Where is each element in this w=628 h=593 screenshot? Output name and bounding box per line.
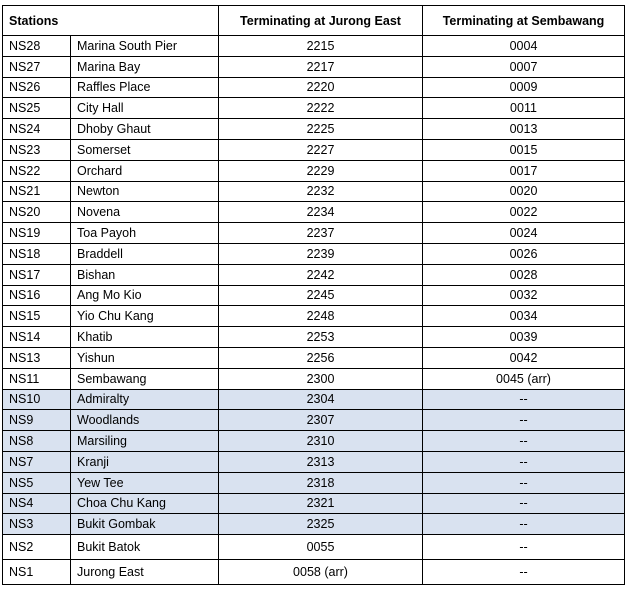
station-name-cell: Raffles Place xyxy=(71,77,219,98)
table-row xyxy=(3,56,625,77)
table-row xyxy=(3,431,625,452)
sembawang-time-cell: 0015 xyxy=(423,139,625,160)
station-code-cell: NS21 xyxy=(3,181,71,202)
station-name-cell: Admiralty xyxy=(71,389,219,410)
sembawang-time-cell: 0024 xyxy=(423,223,625,244)
station-code-cell: NS26 xyxy=(3,77,71,98)
jurong-east-header: Terminating at Jurong East xyxy=(219,6,423,36)
jurong-east-time-cell: 2222 xyxy=(219,98,423,119)
station-code-cell: NS24 xyxy=(3,119,71,140)
sembawang-time-cell: 0011 xyxy=(423,98,625,119)
station-name-cell: Toa Payoh xyxy=(71,223,219,244)
sembawang-time-cell: 0042 xyxy=(423,347,625,368)
jurong-east-time-cell: 2253 xyxy=(219,327,423,348)
jurong-east-time-cell: 2239 xyxy=(219,243,423,264)
jurong-east-time-cell: 2300 xyxy=(219,368,423,389)
sembawang-header: Terminating at Sembawang xyxy=(423,6,625,36)
sembawang-time-cell: -- xyxy=(423,535,625,560)
table-row xyxy=(3,264,625,285)
table-row xyxy=(3,410,625,431)
table-row xyxy=(3,389,625,410)
sembawang-time-cell: 0004 xyxy=(423,36,625,57)
station-name-cell: Woodlands xyxy=(71,410,219,431)
station-name-cell: Ang Mo Kio xyxy=(71,285,219,306)
station-code-cell: NS15 xyxy=(3,306,71,327)
station-name-cell: Orchard xyxy=(71,160,219,181)
sembawang-time-cell: 0013 xyxy=(423,119,625,140)
table-row xyxy=(3,285,625,306)
station-code-cell: NS18 xyxy=(3,243,71,264)
table-row xyxy=(3,119,625,140)
sembawang-time-cell: 0026 xyxy=(423,243,625,264)
sembawang-time-cell: 0009 xyxy=(423,77,625,98)
jurong-east-time-cell: 2229 xyxy=(219,160,423,181)
station-name-cell: Yio Chu Kang xyxy=(71,306,219,327)
jurong-east-time-cell: 2318 xyxy=(219,472,423,493)
table-row xyxy=(3,451,625,472)
jurong-east-time-cell: 2227 xyxy=(219,139,423,160)
station-name-cell: Yishun xyxy=(71,347,219,368)
table-row xyxy=(3,514,625,535)
station-code-cell: NS3 xyxy=(3,514,71,535)
table-row xyxy=(3,472,625,493)
jurong-east-time-cell: 2256 xyxy=(219,347,423,368)
station-name-cell: Marina Bay xyxy=(71,56,219,77)
station-code-cell: NS19 xyxy=(3,223,71,244)
station-name-cell: Sembawang xyxy=(71,368,219,389)
station-code-cell: NS7 xyxy=(3,451,71,472)
station-code-cell: NS28 xyxy=(3,36,71,57)
table-row xyxy=(3,98,625,119)
station-name-cell: Choa Chu Kang xyxy=(71,493,219,514)
table-row xyxy=(3,306,625,327)
sembawang-time-cell: 0034 xyxy=(423,306,625,327)
table-row xyxy=(3,535,625,560)
station-code-cell: NS10 xyxy=(3,389,71,410)
sembawang-time-cell: 0032 xyxy=(423,285,625,306)
station-code-cell: NS27 xyxy=(3,56,71,77)
table-row xyxy=(3,243,625,264)
jurong-east-time-cell: 2321 xyxy=(219,493,423,514)
station-name-cell: Khatib xyxy=(71,327,219,348)
table-header-row xyxy=(3,6,625,36)
jurong-east-time-cell: 2310 xyxy=(219,431,423,452)
sembawang-time-cell: -- xyxy=(423,472,625,493)
jurong-east-time-cell: 2225 xyxy=(219,119,423,140)
station-code-cell: NS4 xyxy=(3,493,71,514)
table-row xyxy=(3,327,625,348)
jurong-east-time-cell: 2232 xyxy=(219,181,423,202)
sembawang-time-cell: 0039 xyxy=(423,327,625,348)
station-name-cell: Kranji xyxy=(71,451,219,472)
sembawang-time-cell: 0020 xyxy=(423,181,625,202)
station-code-cell: NS25 xyxy=(3,98,71,119)
station-code-cell: NS11 xyxy=(3,368,71,389)
station-name-cell: City Hall xyxy=(71,98,219,119)
station-name-cell: Bukit Batok xyxy=(71,535,219,560)
table-row xyxy=(3,223,625,244)
sembawang-time-cell: -- xyxy=(423,389,625,410)
table-row xyxy=(3,160,625,181)
sembawang-time-cell: -- xyxy=(423,514,625,535)
jurong-east-time-cell: 2220 xyxy=(219,77,423,98)
table-row xyxy=(3,181,625,202)
station-name-cell: Dhoby Ghaut xyxy=(71,119,219,140)
stations-header: Stations xyxy=(3,6,219,36)
table-body xyxy=(3,36,625,585)
table-row xyxy=(3,139,625,160)
station-name-cell: Yew Tee xyxy=(71,472,219,493)
jurong-east-time-cell: 2215 xyxy=(219,36,423,57)
jurong-east-time-cell: 2304 xyxy=(219,389,423,410)
station-code-cell: NS17 xyxy=(3,264,71,285)
train-schedule-table xyxy=(2,5,625,585)
station-name-cell: Bukit Gombak xyxy=(71,514,219,535)
table-row xyxy=(3,368,625,389)
jurong-east-time-cell: 2248 xyxy=(219,306,423,327)
station-code-cell: NS8 xyxy=(3,431,71,452)
station-name-cell: Novena xyxy=(71,202,219,223)
station-name-cell: Somerset xyxy=(71,139,219,160)
station-name-cell: Braddell xyxy=(71,243,219,264)
station-code-cell: NS5 xyxy=(3,472,71,493)
station-code-cell: NS22 xyxy=(3,160,71,181)
station-code-cell: NS1 xyxy=(3,560,71,585)
jurong-east-time-cell: 2245 xyxy=(219,285,423,306)
sembawang-time-cell: 0028 xyxy=(423,264,625,285)
jurong-east-time-cell: 0058 (arr) xyxy=(219,560,423,585)
jurong-east-time-cell: 0055 xyxy=(219,535,423,560)
table-row xyxy=(3,36,625,57)
sembawang-time-cell: 0022 xyxy=(423,202,625,223)
table-row xyxy=(3,493,625,514)
sembawang-time-cell: -- xyxy=(423,410,625,431)
station-code-cell: NS23 xyxy=(3,139,71,160)
jurong-east-time-cell: 2237 xyxy=(219,223,423,244)
station-name-cell: Newton xyxy=(71,181,219,202)
jurong-east-time-cell: 2234 xyxy=(219,202,423,223)
sembawang-time-cell: -- xyxy=(423,493,625,514)
jurong-east-time-cell: 2217 xyxy=(219,56,423,77)
station-code-cell: NS14 xyxy=(3,327,71,348)
jurong-east-time-cell: 2242 xyxy=(219,264,423,285)
station-name-cell: Marina South Pier xyxy=(71,36,219,57)
jurong-east-time-cell: 2325 xyxy=(219,514,423,535)
station-code-cell: NS20 xyxy=(3,202,71,223)
sembawang-time-cell: 0045 (arr) xyxy=(423,368,625,389)
station-name-cell: Jurong East xyxy=(71,560,219,585)
station-code-cell: NS16 xyxy=(3,285,71,306)
station-name-cell: Marsiling xyxy=(71,431,219,452)
sembawang-time-cell: 0017 xyxy=(423,160,625,181)
sembawang-time-cell: -- xyxy=(423,560,625,585)
table-row xyxy=(3,77,625,98)
table-row xyxy=(3,560,625,585)
sembawang-time-cell: -- xyxy=(423,451,625,472)
station-code-cell: NS9 xyxy=(3,410,71,431)
table-row xyxy=(3,347,625,368)
jurong-east-time-cell: 2307 xyxy=(219,410,423,431)
station-code-cell: NS13 xyxy=(3,347,71,368)
station-name-cell: Bishan xyxy=(71,264,219,285)
station-code-cell: NS2 xyxy=(3,535,71,560)
jurong-east-time-cell: 2313 xyxy=(219,451,423,472)
sembawang-time-cell: 0007 xyxy=(423,56,625,77)
sembawang-time-cell: -- xyxy=(423,431,625,452)
table-row xyxy=(3,202,625,223)
